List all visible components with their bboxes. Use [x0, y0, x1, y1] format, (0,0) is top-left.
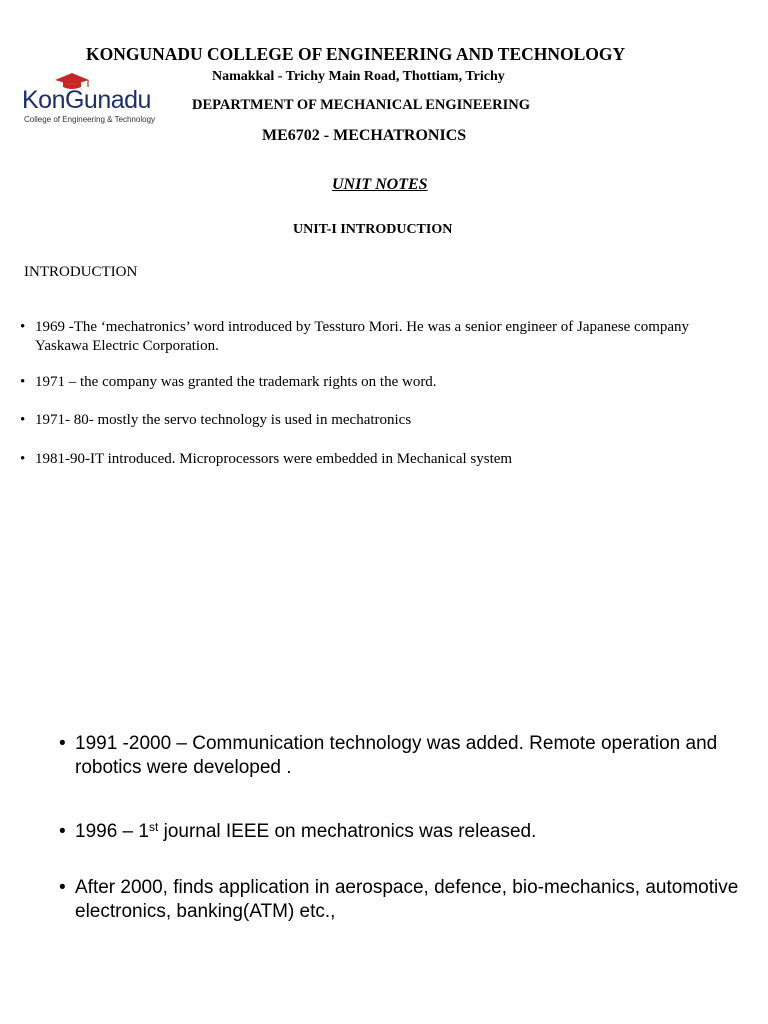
list-item-text-suffix: journal IEEE on mechatronics was released. [158, 821, 537, 842]
ordinal-suffix: st [148, 820, 159, 834]
list-item-text: 1991 -2000 – Communication technology was added. Remote operation and robotics were developed . [75, 733, 718, 778]
bullet-icon: • [59, 733, 66, 754]
list-item-text: 1971 – the company was granted the trademark rights on the word. [35, 374, 437, 390]
bullet-icon: • [20, 412, 26, 428]
history-list-top [20, 318, 740, 469]
unit-title: UNIT-I INTRODUCTION [293, 222, 453, 237]
course-title: ME6702 - MECHATRONICS [262, 127, 467, 144]
list-item [59, 820, 749, 844]
list-item-text: 1981-90-IT introduced. Microprocessors were embedded in Mechanical system [35, 451, 513, 467]
bullet-icon: • [20, 319, 26, 335]
list-item-text: 1971- 80- mostly the servo technology is used in mechatronics [35, 412, 412, 428]
department-name: DEPARTMENT OF MECHANICAL ENGINEERING [192, 97, 530, 113]
list-item [20, 450, 740, 469]
bullet-icon: • [59, 821, 66, 842]
list-item [59, 732, 749, 780]
bullet-icon: • [20, 374, 26, 390]
college-name: KONGUNADU COLLEGE OF ENGINEERING AND TECHNOLOGY [86, 44, 626, 64]
history-list-bottom [59, 732, 749, 924]
bullet-icon: • [59, 877, 66, 898]
unit-notes-heading: UNIT NOTES [332, 176, 428, 193]
list-item [20, 318, 740, 356]
bullet-icon: • [20, 451, 26, 467]
logo-subtitle: College of Engineering & Technology [24, 115, 156, 124]
list-item [20, 411, 740, 430]
list-item [59, 876, 749, 924]
list-item-text: 1969 -The ‘mechatronics’ word introduced by Tessturo Mori. He was a senior engineer of Japanese company Yaskawa Electric Corporation. [35, 319, 690, 354]
college-address: Namakkal - Trichy Main Road, Thottiam, Trichy [212, 69, 505, 84]
list-item-text: After 2000, finds application in aerospace, defence, bio-mechanics, automotive electronics, banking(ATM) etc., [75, 877, 739, 922]
list-item-text-prefix: 1996 – 1 [75, 821, 149, 842]
logo-wordmark: KonGunadu [22, 86, 151, 114]
list-item [20, 373, 740, 392]
college-logo [22, 72, 156, 128]
section-heading: INTRODUCTION [24, 264, 138, 280]
